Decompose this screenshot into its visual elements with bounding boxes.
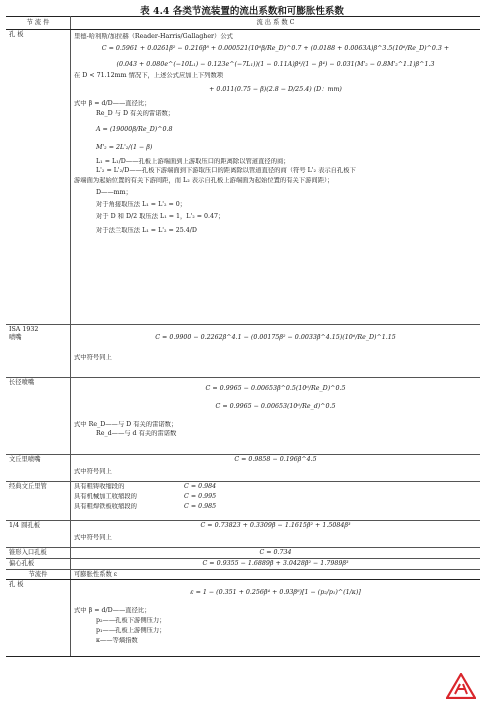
longradius-content (71, 377, 481, 454)
expansion-eq: ε = 1 − (0.351 + 0.256β⁴ + 0.93β⁸)[1 − (p₂/p₁)^(1/κ)] (190, 589, 361, 597)
eccentric-content (71, 558, 481, 569)
orifice-line-10: L'₂ = L'₂/D——孔板下游端面到下游取压口的距离除以管道直径的商（符号 L'₂ 表示自孔板下 (96, 167, 356, 175)
quarter-note: 式中符号同上 (74, 533, 112, 541)
row-expansion-header (6, 569, 480, 580)
longradius-note1: 式中 Re_D——与 D 有关的雷诺数； (74, 420, 178, 428)
conical-eq: C = 0.734 (259, 548, 292, 556)
isa-name: ISA 1932 喷嘴 (6, 324, 71, 377)
longradius-note2: Re_d——与 d 有关的雷诺数 (96, 430, 177, 438)
row-conical-orifice (6, 547, 480, 558)
expansion-note-2: p₁——孔板上游侧压力； (96, 627, 166, 635)
coefficient-table (6, 16, 480, 657)
expansion-content (71, 580, 481, 657)
orifice-line-13: 对于角接取压法 L₁ = L'₂ = 0； (96, 201, 187, 209)
row-eccentric-orifice (6, 558, 480, 569)
row-long-radius-nozzle (6, 377, 480, 454)
venturi-row-2-label: 具有粗焊铁板收缩段的 (74, 502, 137, 510)
orifice-line-0: 里德-哈利斯/加拉赫（Reader-Harris/Gallagher）公式 (74, 32, 233, 40)
orifice-line-2: (0.043 + 0.080e^(−10L₁) − 0.123e^(−7L₁))(1 − 0.11A)β⁴/(1 − β⁴) − 0.031(M'₂ − 0.8M'₂^1.1)β^1.3 (116, 60, 435, 68)
conical-content (71, 547, 481, 558)
orifice-line-1: C = 0.5961 + 0.0261β² − 0.216β⁸ + 0.000521(10⁶β/Re_D)^0.7 + (0.0188 + 0.0063A)β^3.5(10⁶/Re_D)^0.3 + (101, 44, 450, 52)
orifice-line-9: L₁ = L₁/D——孔板上游端面到上游取压口的距离除以管道直径的商； (96, 157, 290, 165)
expansion-header-element: 节流件 (6, 569, 71, 580)
orifice-line-7: A = (19000β/Re_D)^0.8 (96, 125, 173, 133)
eccentric-name: 偏心孔板 (6, 558, 71, 569)
row-classical-venturi (6, 481, 480, 520)
orifice-name: 孔 板 (6, 29, 71, 324)
venturi-row-2 (74, 503, 477, 511)
orifice-line-5: 式中 β = d/D——直径比； (74, 100, 151, 108)
row-expansion-orifice (6, 580, 480, 657)
expansion-header-coef: 可膨胀性系数 ε (71, 569, 481, 580)
row-orifice (6, 29, 480, 324)
publisher-logo-icon (446, 673, 476, 699)
orifice-line-15: 对于法兰取压法 L₁ = L'₂ = 25.4/D (96, 226, 197, 234)
header-row (6, 17, 480, 30)
header-element: 节 流 件 (6, 17, 71, 30)
row-isa-nozzle (6, 324, 480, 377)
quarter-content (71, 520, 481, 547)
venturi-row-0-value: C = 0.984 (184, 482, 217, 490)
venturi-row-1-label: 具有机械加工收缩段的 (74, 492, 137, 500)
isa-eq: C = 0.9900 − 0.2262β^4.1 − (0.00175β² − 0.0033β^4.15)(10⁶/Re_D)^1.15 (155, 333, 396, 341)
header-coef: 流 出 系 数 C (71, 17, 481, 30)
orifice-line-14: 对于 D 和 D/2 取压法 L₁ = 1，L'₂ = 0.47； (96, 212, 225, 220)
longradius-eq1: C = 0.9965 − 0.00653β^0.5(10⁶/Re_D)^0.5 (205, 384, 346, 392)
isa-content (71, 324, 481, 377)
isa-note: 式中符号同上 (74, 353, 112, 361)
table-title: 表 4.4 各类节流装置的流出系数和可膨胀性系数 (140, 6, 344, 17)
venturi-name: 经典文丘里管 (6, 481, 71, 520)
orifice-line-4: + 0.011(0.75 − β)(2.8 − D/25.4) (D：mm) (209, 86, 342, 94)
eccentric-eq: C = 0.9355 − 1.6889β + 3.0428β² − 1.7989β³ (202, 559, 349, 567)
row-quarter-circle-orifice (6, 520, 480, 547)
orifice-line-11: 游端面为起始位置的有关下游间距，而 L₂ 表示自孔板上游端面为起始位置的有关下游间距）； (74, 177, 334, 185)
orifice-line-6: Re_D 与 D 有关的雷诺数； (96, 110, 175, 118)
expansion-note-3: κ——等熵指数 (96, 636, 138, 644)
venturinozzle-eq: C = 0.9858 − 0.196β^4.5 (234, 455, 317, 463)
venturi-content (71, 481, 481, 520)
orifice-line-8: M'₂ = 2L'₂/(1 − β) (96, 143, 153, 151)
expansion-note-1: p₂——孔板下游侧压力； (96, 617, 166, 625)
venturi-row-0 (74, 483, 477, 491)
venturi-row-2-value: C = 0.985 (184, 502, 217, 510)
longradius-eq2: C = 0.9965 − 0.00653(10⁶/Re_d)^0.5 (215, 402, 336, 410)
quarter-eq: C = 0.73823 + 0.3309β − 1.1615β² + 1.5084β³ (200, 521, 351, 529)
expansion-note-0: 式中 β = d/D——直径比； (74, 607, 151, 615)
longradius-name: 长径喷嘴 (6, 377, 71, 454)
logo-mark (455, 684, 467, 694)
venturi-row-1-value: C = 0.995 (184, 492, 217, 500)
conical-name: 锥形入口孔板 (6, 547, 71, 558)
orifice-line-3: 在 D < 71.12mm 情况下，上述公式应加上下列数项 (74, 72, 224, 80)
venturinozzle-note: 式中符号同上 (74, 467, 112, 475)
venturi-row-0-label: 具有粗铸收缩段的 (74, 482, 125, 490)
logo-triangle (447, 674, 475, 698)
orifice-line-12: D——mm； (96, 189, 132, 197)
quarter-name: 1/4 圆孔板 (6, 520, 71, 547)
orifice-content (71, 29, 481, 324)
venturinozzle-content (71, 454, 481, 481)
venturinozzle-name: 文丘里喷嘴 (6, 454, 71, 481)
venturi-row-1 (74, 493, 477, 501)
expansion-name: 孔 板 (6, 580, 71, 657)
row-venturi-nozzle (6, 454, 480, 481)
